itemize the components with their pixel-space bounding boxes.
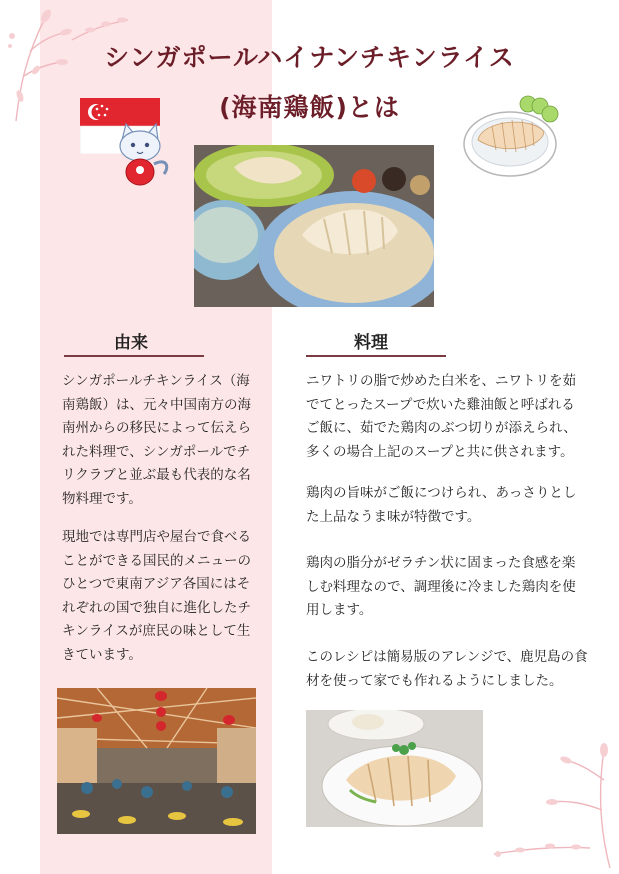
floral-branch-icon [490,730,618,870]
hawker-centre-photo [57,688,256,834]
footer-credit [0,860,619,867]
cat-mascot-icon [110,122,172,188]
origin-heading: 由来 [114,333,148,353]
dish-paragraph-4: このレシピは簡易版のアレンジで、鹿児島の食材を使って家でも作れるようにしました。 [306,649,588,689]
chicken-rice-plate-icon [462,90,562,182]
plated-chicken-rice-photo [306,710,483,827]
page-title-line1: シンガポールハイナンチキンライス [104,43,515,72]
dish-paragraph-2: 鶏肉の旨味がご飯につけられ、あっさりとした上品なうま味が特徴です。 [306,485,577,525]
page-title-line2: (海南鶏飯)とは [219,93,400,122]
dish-paragraph-3: 鶏肉の脂分がゼラチン状に固まった食感を楽しむ料理なので、調理後に冷ました鶏肉を使用します。 [306,555,576,618]
dish-heading-divider [306,355,446,357]
origin-paragraph-1: シンガポールチキンライス（海南鶏飯）は、元々中国南方の海南州からの移民によって伝えられた料理で、シンガポールでチリクラブと並ぶ最も代表的な名物料理です。 [62,373,251,507]
chicken-rice-photo [194,145,434,307]
origin-paragraph-2: 現地では専門店や屋台で食べることができる国民的メニューのひとつで東南アジア各国にはそれぞれの国で独自に進化したチキンライスが庶民の味として生きています。 [62,529,251,663]
origin-heading-divider [64,355,204,357]
dish-paragraph-1: ニワトリの脂で炒めた白米を、ニワトリを茹でてとったスープで炊いた雞油飯と呼ばれるご飯に、茹でた鶏肉のぶつ切りが添えられ、多くの場合上記のスープと共に供されます。 [306,373,577,460]
dish-heading: 料理 [354,333,388,353]
